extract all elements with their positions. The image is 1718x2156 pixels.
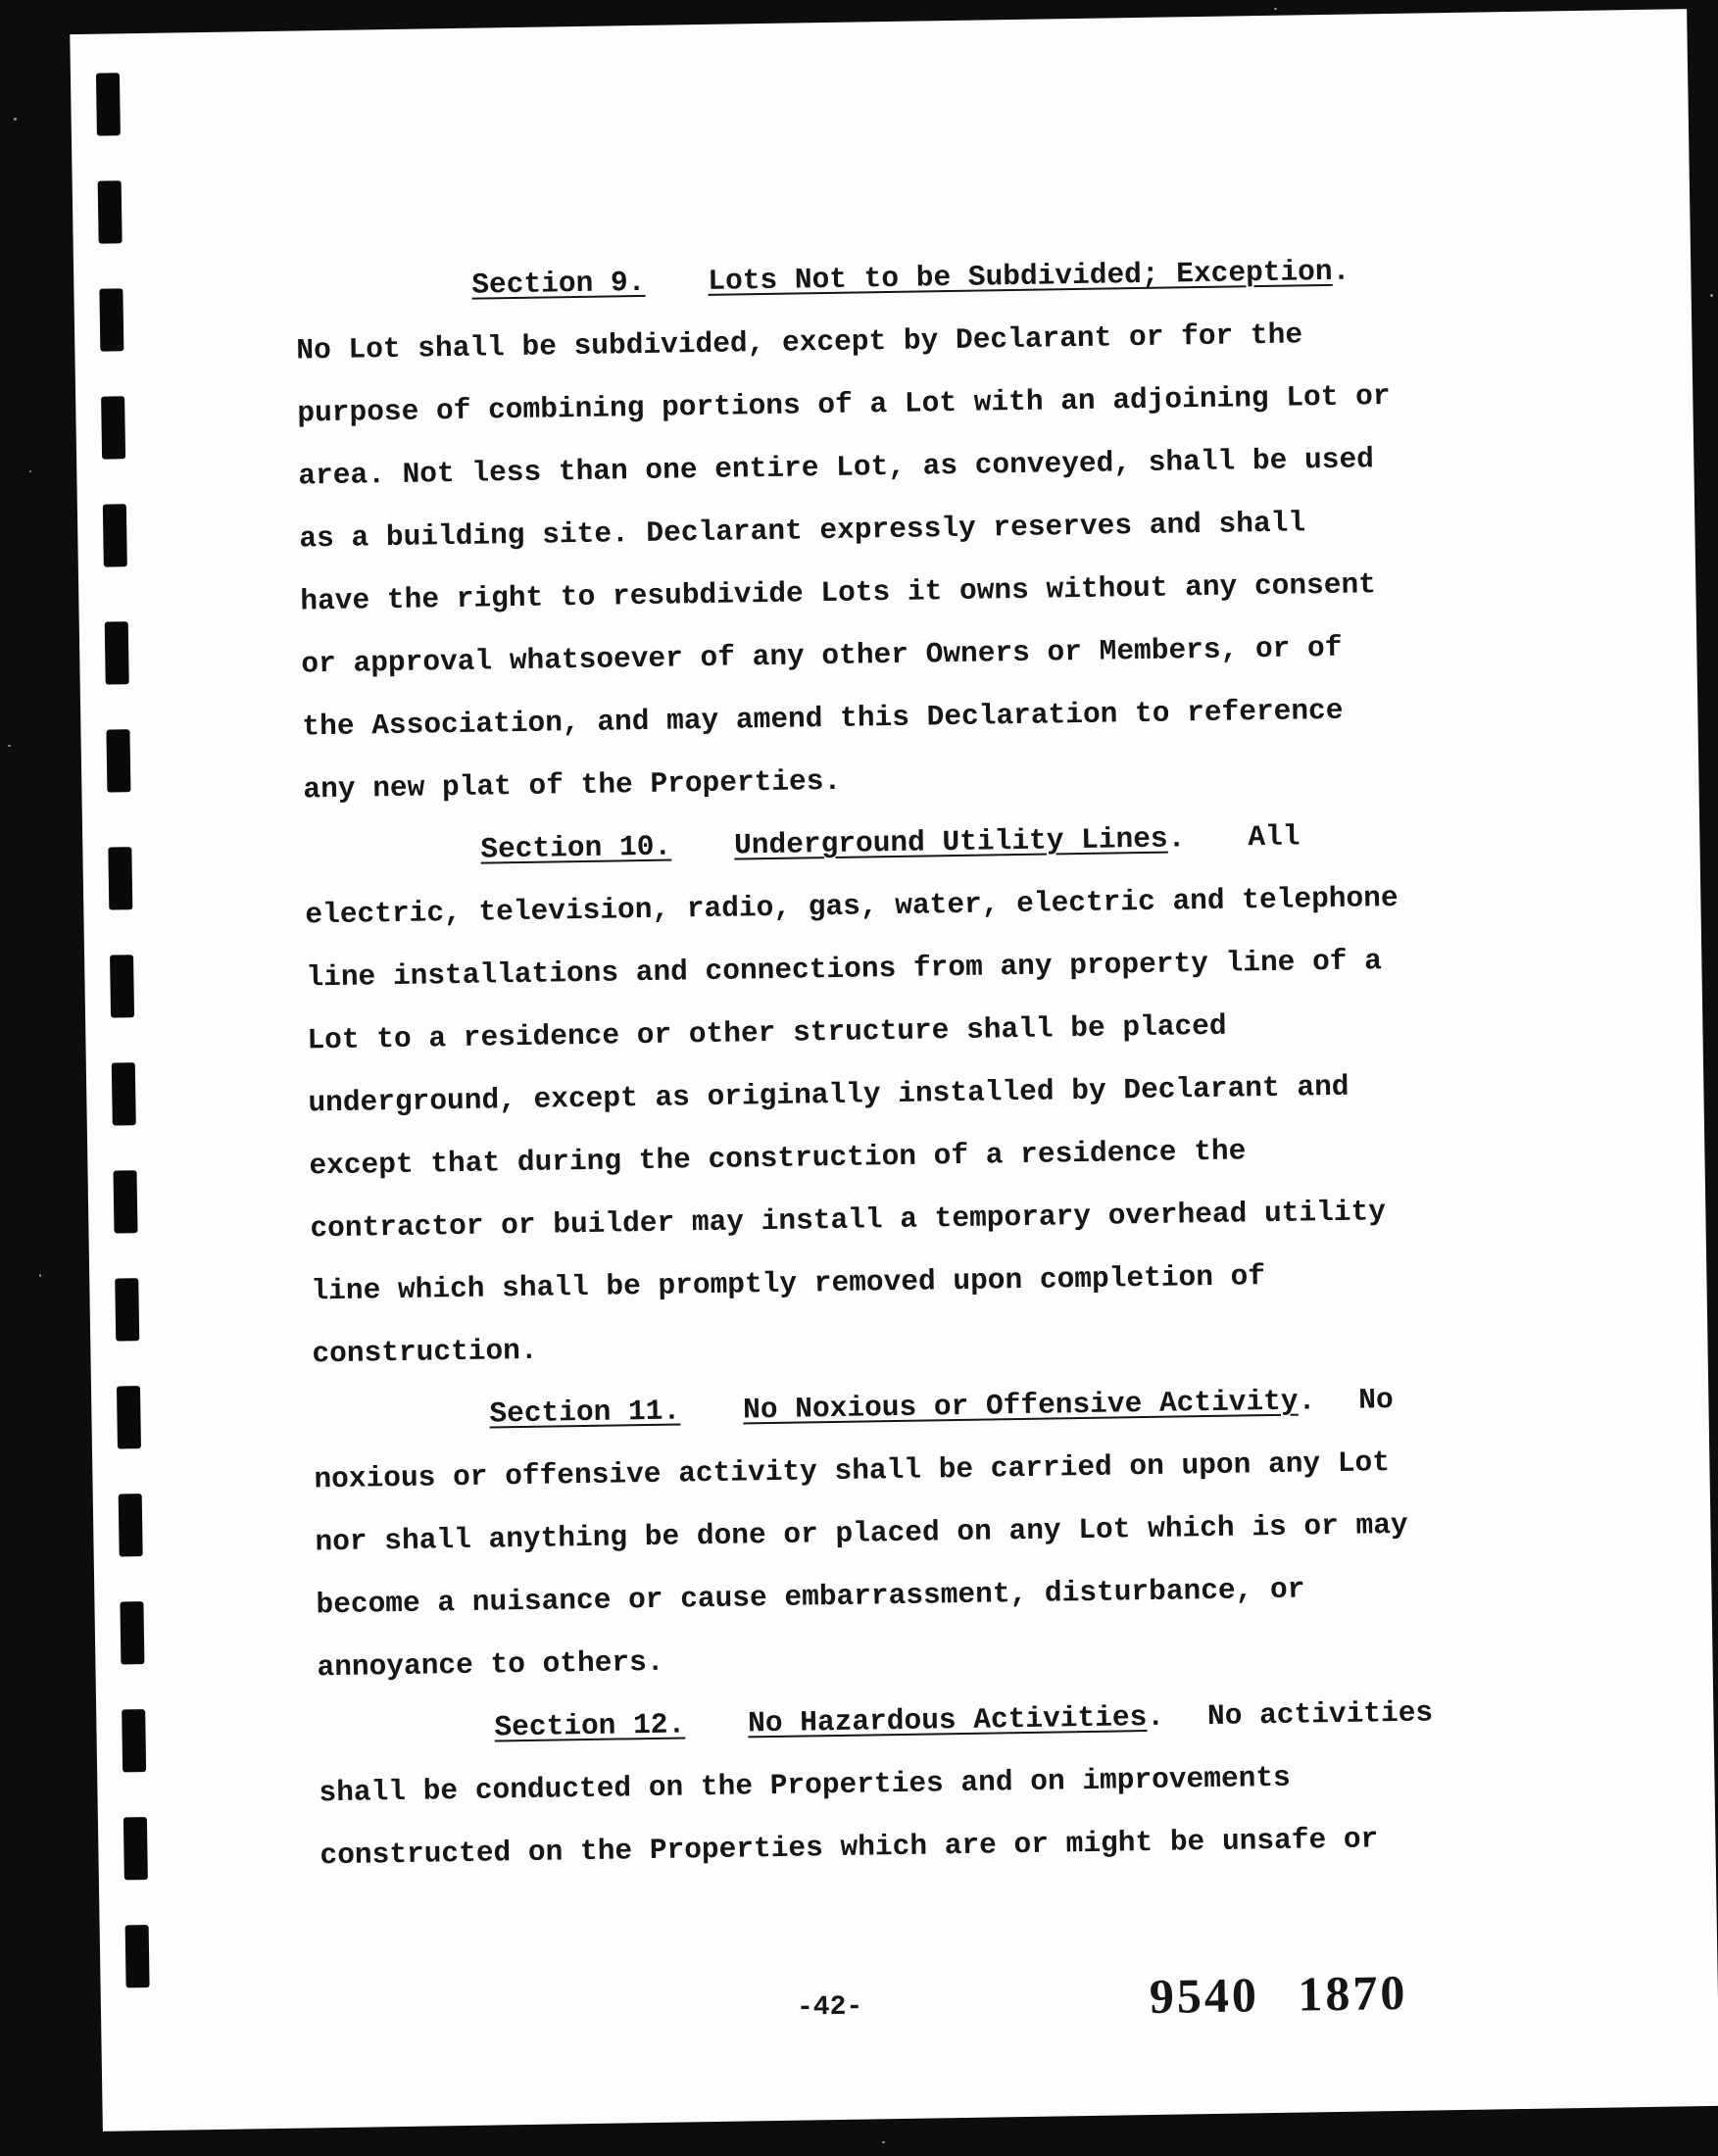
binder-hole [123, 1817, 148, 1880]
page-number: -42- [796, 1991, 863, 2024]
binder-hole [105, 621, 129, 684]
section-heading-line: Section 12. No Hazardous Activities. No activities [318, 1680, 1555, 1762]
text-line: or approval whatsoever of any other Owners or Members, or of [301, 630, 1343, 681]
binder-hole [99, 288, 123, 351]
section-text [314, 1429, 1554, 1699]
scan-noise [39, 1274, 41, 1277]
binder-hole [96, 73, 121, 135]
binder-hole [119, 1494, 143, 1556]
binder-hole [98, 180, 123, 243]
text-line: purpose of combining portions of a Lot with an adjoining Lot or [297, 378, 1391, 430]
section-heading: Section 9. [471, 265, 646, 302]
text-line: noxious or offensive activity shall be carried on upon any Lot [314, 1446, 1391, 1496]
section-12 [318, 1680, 1557, 1887]
section-lead-text: No [1358, 1383, 1394, 1417]
text-line: shall be conducted on the Properties and on improvements [319, 1760, 1292, 1810]
section-heading-line: Section 10. Underground Utility Lines. All [304, 802, 1542, 884]
text-line: electric, television, radio, gas, water, electric and telephone [305, 880, 1399, 932]
section-title: No Noxious or Offensive Activity [742, 1384, 1299, 1427]
text-line: nor shall anything be done or placed on any Lot which is or may [315, 1507, 1408, 1559]
text-line: any new plat of the Properties. [303, 763, 842, 807]
text-line: become a nuisance or cause embarrassment, disturbance, or [316, 1572, 1305, 1622]
binder-hole [103, 504, 127, 566]
binder-hole [101, 396, 125, 459]
text-line: as a building site. Declarant expressly reserves and shall [299, 506, 1306, 556]
section-11 [313, 1366, 1554, 1699]
section-text [319, 1742, 1557, 1887]
binder-hole [110, 955, 134, 1017]
binder-holes [96, 73, 166, 2033]
binder-hole [115, 1278, 139, 1341]
binder-hole [108, 847, 132, 909]
section-lead-text: No activities [1206, 1695, 1434, 1734]
section-heading: Section 12. [494, 1707, 686, 1744]
text-line: contractor or builder may install a temporary overhead utility [310, 1195, 1387, 1246]
section-heading-line: Section 11. No Noxious or Offensive Activity. No [313, 1366, 1550, 1448]
text-line: No Lot shall be subdivided, except by Declarant or for the [296, 318, 1303, 368]
binder-hole [117, 1386, 141, 1448]
scan-noise [882, 2141, 885, 2143]
section-lead-text: All [1248, 819, 1301, 855]
binder-hole [125, 1925, 150, 1987]
section-title: Underground Utility Lines [733, 821, 1168, 862]
section-heading-line: Section 9. Lots Not to be Subdivided; Exception. [295, 237, 1533, 319]
text-line: underground, except as originally installed by Declarant and [308, 1069, 1350, 1120]
text-line: the Association, and may amend this Declaration to reference [302, 693, 1344, 744]
scan-noise [1705, 1568, 1707, 1570]
text-line: except that during the construction of a residence the [309, 1134, 1247, 1183]
record-number: 9540 1870 [1149, 1964, 1408, 2025]
text-line: constructed on the Properties which are or might be unsafe or [319, 1822, 1379, 1873]
text-line: have the right to resubdivide Lots it owns without any consent [300, 567, 1377, 618]
scan-noise [14, 118, 17, 121]
binder-hole [114, 1170, 138, 1233]
scan-noise [8, 745, 11, 747]
text-line: line installations and connections from any property line of a [306, 944, 1383, 995]
section-title: No Hazardous Activities [747, 1700, 1148, 1740]
text-line: Lot to a residence or other structure shall be placed [307, 1008, 1227, 1057]
binder-hole [122, 1709, 146, 1772]
section-9 [295, 237, 1541, 821]
section-10 [304, 802, 1549, 1386]
text-line: construction. [312, 1333, 538, 1371]
binder-hole [106, 729, 130, 792]
section-heading: Section 11. [489, 1394, 681, 1431]
scan-noise [1710, 294, 1713, 297]
document-body [295, 237, 1557, 1887]
binder-hole [120, 1601, 144, 1664]
text-line: area. Not less than one entire Lot, as conveyed, shall be used [298, 442, 1375, 493]
section-title: Lots Not to be Subdivided; Exception [708, 254, 1333, 298]
binder-hole [112, 1062, 136, 1125]
document-page [70, 9, 1718, 2132]
text-line: annoyance to others. [317, 1644, 664, 1685]
section-text [296, 300, 1541, 821]
text-line: line which shall be promptly removed upon completion of [311, 1259, 1266, 1308]
scan-noise [1274, 8, 1277, 10]
scan-noise [29, 470, 31, 472]
section-text [305, 864, 1549, 1386]
section-heading: Section 10. [480, 829, 672, 866]
